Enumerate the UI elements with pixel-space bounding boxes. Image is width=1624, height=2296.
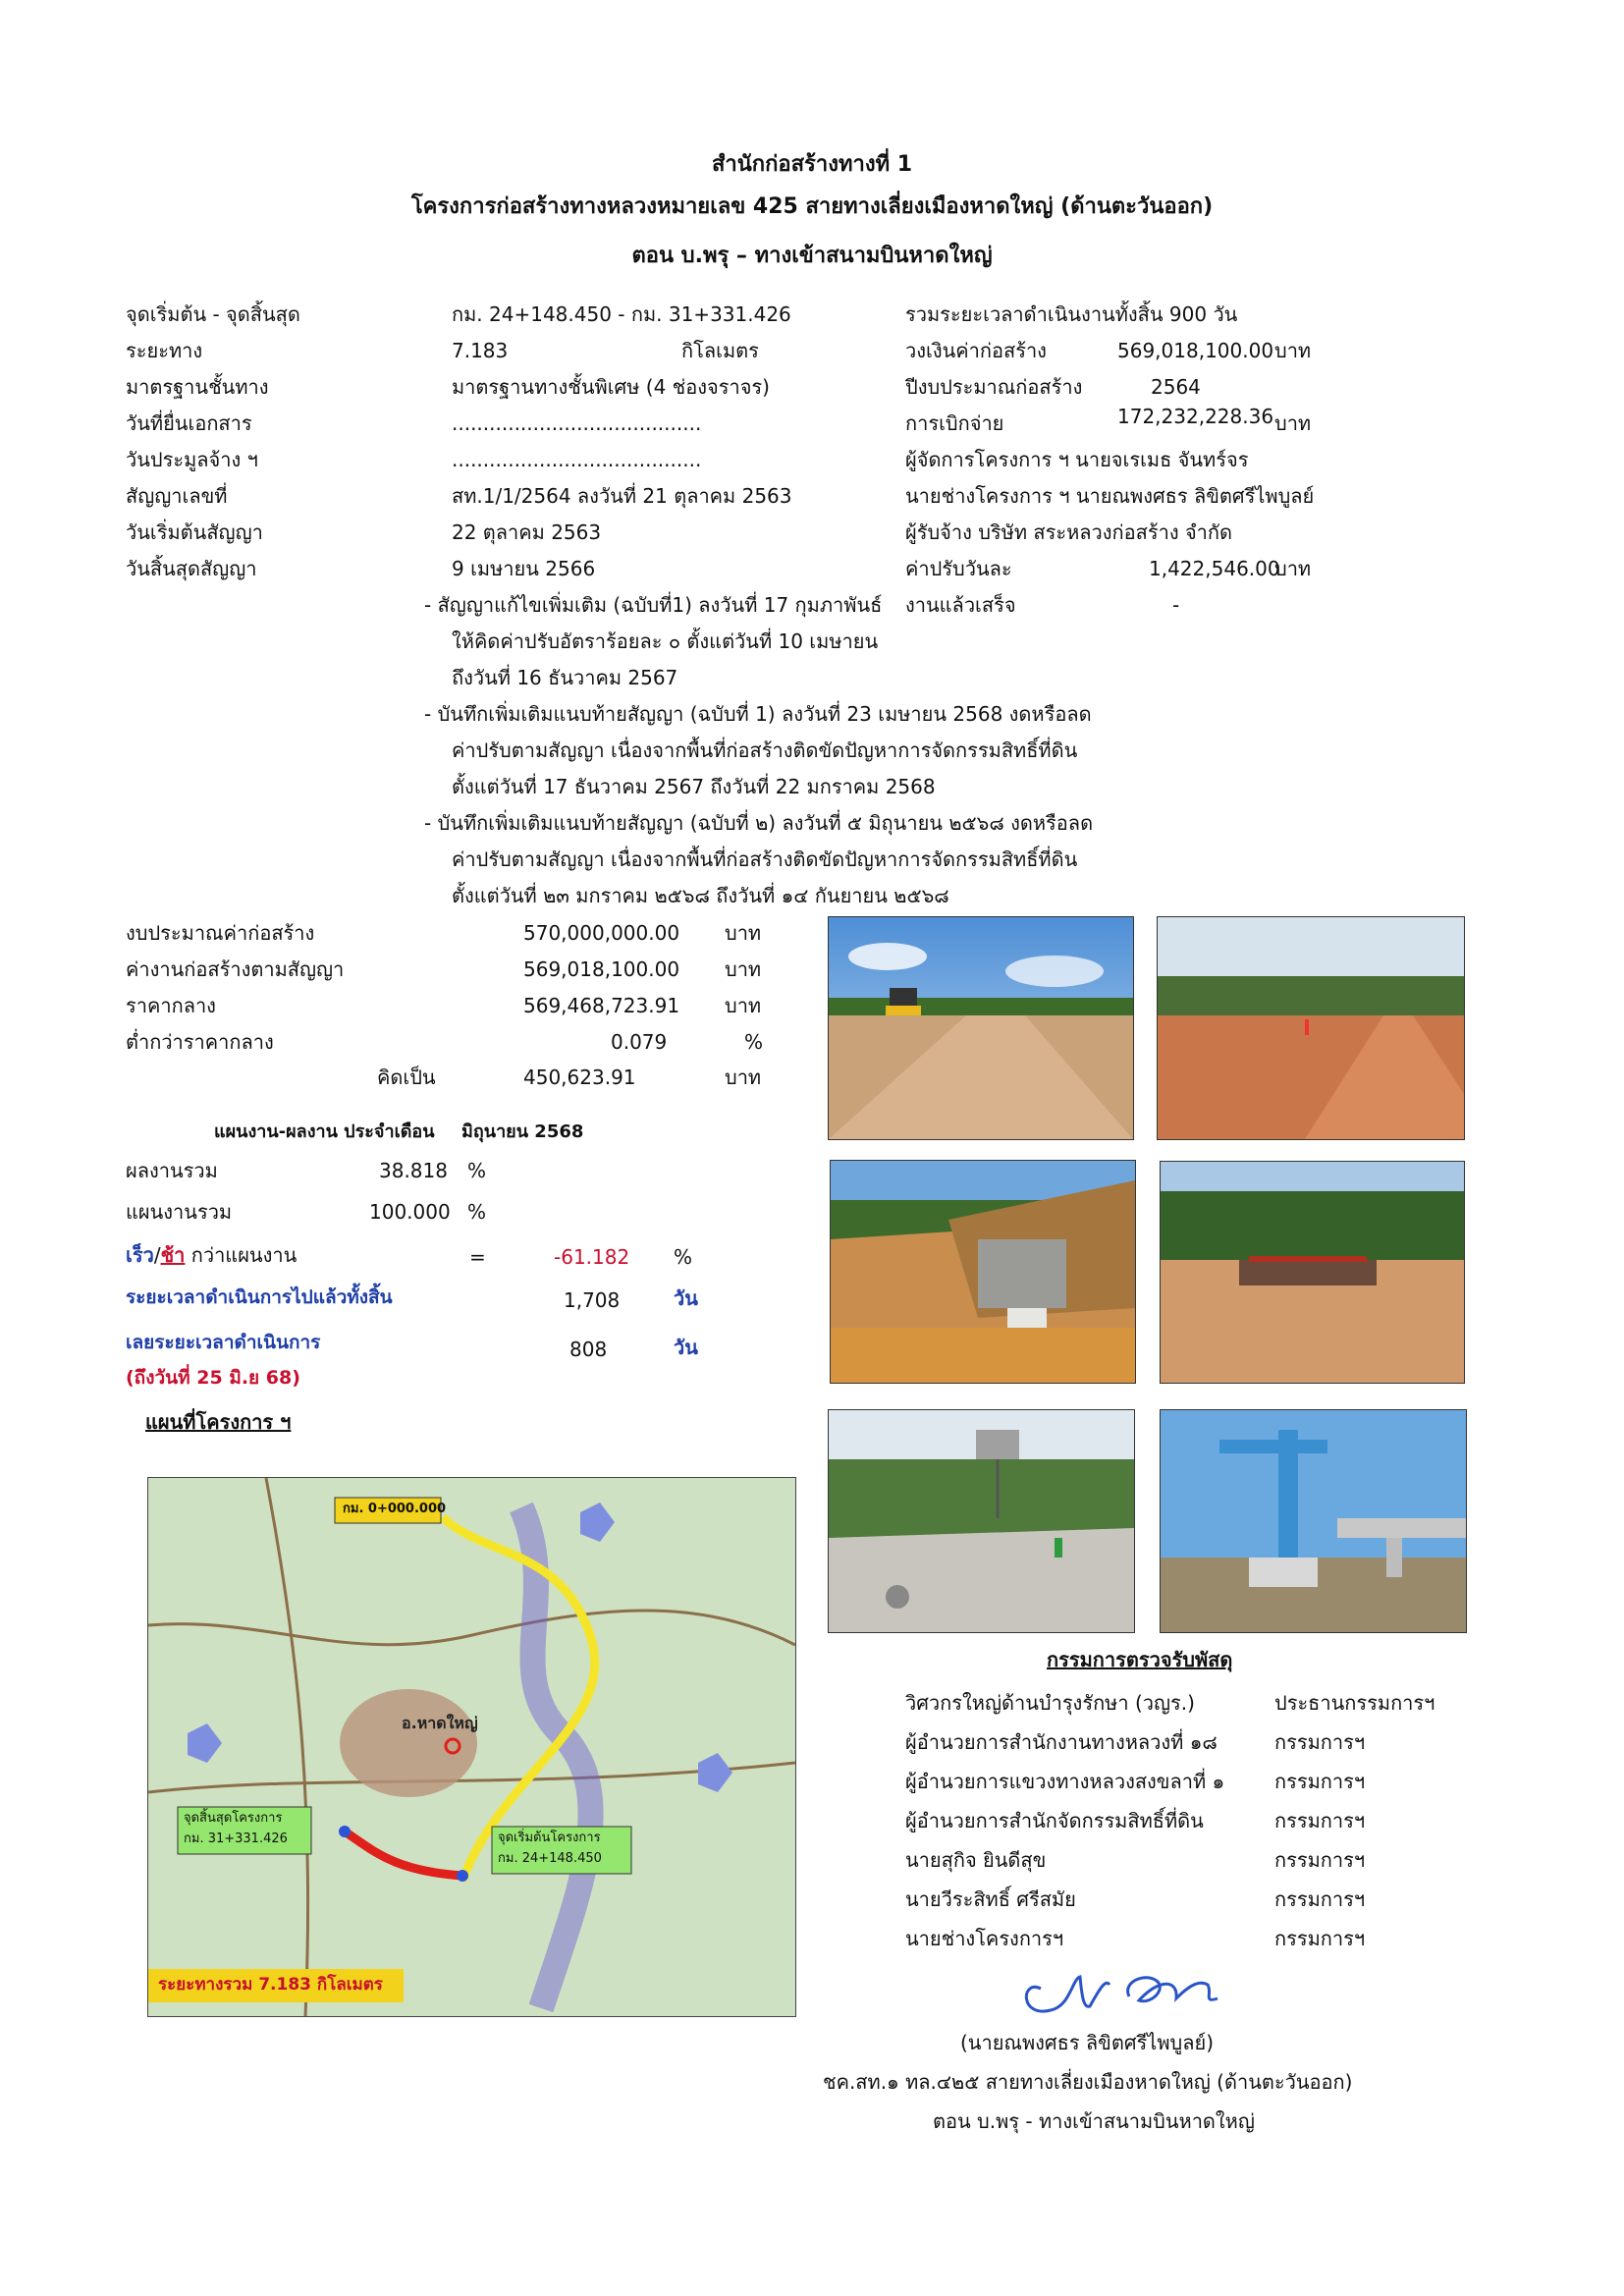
actual-value: 38.818 — [379, 1159, 448, 1182]
elapsed-label: ระยะเวลาดำเนินการไปแล้วทั้งสิ้น — [126, 1286, 393, 1308]
amendment-line: ให้คิดค่าปรับอัตราร้อยละ ๐ ตั้งแต่วันที่ 10 เมษายน — [452, 629, 879, 653]
map-heading: แผนที่โครงการ ฯ — [145, 1410, 292, 1434]
info-label: วันเริ่มต้นสัญญา — [126, 520, 263, 544]
overdue-label: เลยระยะเวลาดำเนินการ — [126, 1332, 321, 1353]
budget-value: 0.079 — [611, 1030, 668, 1054]
map-start-label-2: กม. 24+148.450 — [498, 1851, 602, 1866]
budget-value: 570,000,000.00 — [523, 921, 680, 945]
budget-label: ต่ำกว่าราคากลาง — [126, 1030, 274, 1054]
map-km0-label: กม. 0+000.000 — [343, 1502, 447, 1516]
amendment-line: ตั้งแต่วันที่ 17 ธันวาคม 2567 ถึงวันที่ 22 มกราคม 2568 — [452, 775, 936, 798]
info-unit: บาท — [1274, 339, 1312, 362]
info-value: 172,232,228.36 — [1117, 405, 1274, 428]
map-start-label-1: จุดเริ่มต้นโครงการ — [498, 1831, 601, 1845]
info-value: 9 เมษายน 2566 — [452, 557, 596, 580]
budget-value: 450,623.91 — [523, 1066, 636, 1089]
info-unit: บาท — [1274, 411, 1312, 435]
info-label: วันที่ยื่นเอกสาร — [126, 411, 252, 435]
construction-photo-5 — [828, 1409, 1135, 1633]
header-line-3: ตอน บ.พรุ – ทางเข้าสนามบินหาดใหญ่ — [631, 244, 993, 268]
info-label: งานแล้วเสร็จ — [905, 593, 1016, 617]
committee-member-role: กรรมการฯ — [1274, 1887, 1366, 1911]
budget-label: งบประมาณค่าก่อสร้าง — [126, 921, 315, 945]
map-end-label-2: กม. 31+331.426 — [184, 1831, 288, 1846]
committee-member-name: นายสุกิจ ยินดีสุข — [905, 1848, 1047, 1872]
signer-position-2: ตอน บ.พรุ - ทางเข้าสนามบินหาดใหญ่ — [933, 2109, 1255, 2133]
info-unit: บาท — [1274, 557, 1312, 580]
budget-value: 569,018,100.00 — [523, 957, 680, 981]
construction-photo-3 — [830, 1160, 1136, 1384]
construction-photo-1 — [828, 916, 1134, 1140]
signer-position-1: ชค.สท.๑ ทล.๔๒๕ สายทางเลี่ยงเมืองหาดใหญ่ (ด้านตะวันออก) — [823, 2070, 1353, 2094]
info-label: ระยะทาง — [126, 339, 203, 362]
info-value: 2564 — [1151, 375, 1201, 399]
actual-label: ผลงานรวม — [126, 1159, 218, 1182]
amendment-line: - สัญญาแก้ไขเพิ่มเติม (ฉบับที่1) ลงวันที่ 17 กุมภาพันธ์ — [424, 593, 883, 617]
committee-member-role: กรรมการฯ — [1274, 1848, 1366, 1872]
amendment-line: ตั้งแต่วันที่ ๒๓ มกราคม ๒๕๖๘ ถึงวันที่ ๑๔ กันยายน ๒๕๖๘ — [452, 884, 949, 907]
info-label: นายช่างโครงการ ฯ นายณพงศธร ลิขิตศรีไพบูลย์ — [905, 484, 1315, 508]
info-value: 7.183 — [452, 339, 509, 362]
info-value: 1,422,546.00 — [1149, 557, 1280, 580]
info-value: - — [1172, 593, 1180, 617]
info-label: ผู้รับจ้าง บริษัท สระหลวงก่อสร้าง จำกัด — [905, 520, 1232, 544]
budget-unit: บาท — [725, 1066, 762, 1089]
actual-unit: % — [467, 1159, 487, 1182]
info-label: วงเงินค่าก่อสร้าง — [905, 339, 1047, 362]
committee-member-role: กรรมการฯ — [1274, 1770, 1366, 1793]
committee-member-name: ผู้อำนวยการสำนักจัดกรรมสิทธิ์ที่ดิน — [905, 1809, 1204, 1832]
committee-member-name: วิศวกรใหญ่ด้านบำรุงรักษา (วญร.) — [905, 1691, 1195, 1715]
committee-member-name: นายช่างโครงการฯ — [905, 1927, 1064, 1950]
overdue-value: 808 — [569, 1338, 608, 1361]
info-value: กม. 24+148.450 - กม. 31+331.426 — [452, 302, 791, 326]
info-label: ผู้จัดการโครงการ ฯ นายจเรเมธ จันทร์จร — [905, 448, 1249, 471]
as-of-date: (ถึงวันที่ 25 มิ.ย 68) — [126, 1367, 300, 1389]
signer-name: (นายณพงศธร ลิขิตศรีไพบูลย์) — [960, 2031, 1214, 2054]
header-line-1: สำนักก่อสร้างทางที่ 1 — [711, 152, 913, 177]
map-city-label: อ.หาดใหญ่ — [402, 1714, 478, 1732]
budget-unit: บาท — [725, 921, 762, 945]
map-end-label-1: จุดสิ้นสุดโครงการ — [184, 1811, 283, 1826]
info-value: ........................................ — [452, 448, 702, 471]
progress-month: มิถุนายน 2568 — [461, 1121, 584, 1142]
committee-member-role: กรรมการฯ — [1274, 1809, 1366, 1832]
plan-unit: % — [467, 1200, 487, 1224]
progress-heading: แผนงาน-ผลงาน ประจำเดือน — [214, 1121, 435, 1142]
fast-slow-label — [126, 1243, 297, 1267]
info-label: จุดเริ่มต้น - จุดสิ้นสุด — [126, 302, 300, 326]
amendment-line: ค่าปรับตามสัญญา เนื่องจากพื้นที่ก่อสร้างติดขัดปัญหาการจัดกรรมสิทธิ์ที่ดิน — [452, 847, 1078, 871]
budget-unit: บาท — [725, 994, 762, 1017]
committee-member-role: กรรมการฯ — [1274, 1730, 1366, 1754]
slash-text: / — [153, 1243, 161, 1267]
plan-label: แผนงานรวม — [126, 1200, 233, 1224]
slow-text: ช้า — [160, 1243, 186, 1267]
committee-member-name: ผู้อำนวยการแขวงทางหลวงสงขลาที่ ๑ — [905, 1770, 1225, 1793]
info-label: การเบิกจ่าย — [905, 411, 1004, 435]
info-label: ค่าปรับวันละ — [905, 557, 1012, 580]
construction-photo-6 — [1160, 1409, 1467, 1633]
map-total-length: ระยะทางรวม 7.183 กิโลเมตร — [158, 1975, 383, 1995]
info-label: วันสิ้นสุดสัญญา — [126, 557, 257, 580]
handwritten-signature — [1011, 1949, 1237, 2028]
construction-photo-4 — [1160, 1161, 1465, 1384]
budget-unit: % — [744, 1030, 764, 1054]
info-label: มาตรฐานชั้นทาง — [126, 375, 269, 399]
overdue-unit: วัน — [674, 1336, 698, 1359]
compare-text: กว่าแผนงาน — [185, 1243, 298, 1267]
info-label: สัญญาเลขที่ — [126, 484, 228, 508]
committee-member-name: นายวีระสิทธิ์ ศรีสมัย — [905, 1887, 1076, 1911]
construction-photo-2 — [1157, 916, 1465, 1140]
committee-heading: กรรมการตรวจรับพัสดุ — [1047, 1648, 1233, 1671]
committee-member-role: ประธานกรรมการฯ — [1274, 1691, 1435, 1715]
info-label: รวมระยะเวลาดำเนินงานทั้งสิ้น 900 วัน — [905, 302, 1238, 326]
elapsed-value: 1,708 — [564, 1288, 621, 1312]
info-value: มาตรฐานทางชั้นพิเศษ (4 ช่องจราจร) — [452, 375, 770, 399]
amendment-line: ถึงวันที่ 16 ธันวาคม 2567 — [452, 666, 678, 689]
info-unit: กิโลเมตร — [681, 339, 759, 362]
budget-label: ราคากลาง — [126, 994, 216, 1017]
committee-member-role: กรรมการฯ — [1274, 1927, 1366, 1950]
amendment-line: - บันทึกเพิ่มเติมแนบท้ายสัญญา (ฉบับที่ 1) ลงวันที่ 23 เมษายน 2568 งดหรือลด — [424, 702, 1092, 726]
info-value: 22 ตุลาคม 2563 — [452, 520, 602, 544]
budget-label: คิดเป็น — [377, 1066, 436, 1089]
committee-member-name: ผู้อำนวยการสำนักงานทางหลวงที่ ๑๘ — [905, 1730, 1218, 1754]
info-value: สท.1/1/2564 ลงวันที่ 21 ตุลาคม 2563 — [452, 484, 792, 508]
info-label: วันประมูลจ้าง ฯ — [126, 448, 258, 471]
amendment-line: ค่าปรับตามสัญญา เนื่องจากพื้นที่ก่อสร้างติดขัดปัญหาการจัดกรรมสิทธิ์ที่ดิน — [452, 738, 1078, 762]
budget-label: ค่างานก่อสร้างตามสัญญา — [126, 957, 345, 981]
plan-value: 100.000 — [369, 1200, 451, 1224]
elapsed-unit: วัน — [674, 1286, 698, 1310]
diff-value: -61.182 — [554, 1245, 630, 1269]
info-label: ปีงบประมาณก่อสร้าง — [905, 375, 1083, 399]
header-line-2: โครงการก่อสร้างทางหลวงหมายเลข 425 สายทางเลี่ยงเมืองหาดใหญ่ (ด้านตะวันออก) — [410, 194, 1214, 219]
fast-text: เร็ว — [126, 1243, 154, 1267]
project-map — [147, 1477, 796, 2017]
amendment-line: - บันทึกเพิ่มเติมแนบท้ายสัญญา (ฉบับที่ ๒) ลงวันที่ ๕ มิถุนายน ๒๕๖๘ งดหรือลด — [424, 811, 1094, 835]
budget-unit: บาท — [725, 957, 762, 981]
info-value: 569,018,100.00 — [1117, 339, 1274, 362]
budget-value: 569,468,723.91 — [523, 994, 680, 1017]
equals-sign: = — [469, 1245, 486, 1269]
info-value: ........................................ — [452, 411, 702, 435]
diff-unit: % — [674, 1245, 693, 1269]
